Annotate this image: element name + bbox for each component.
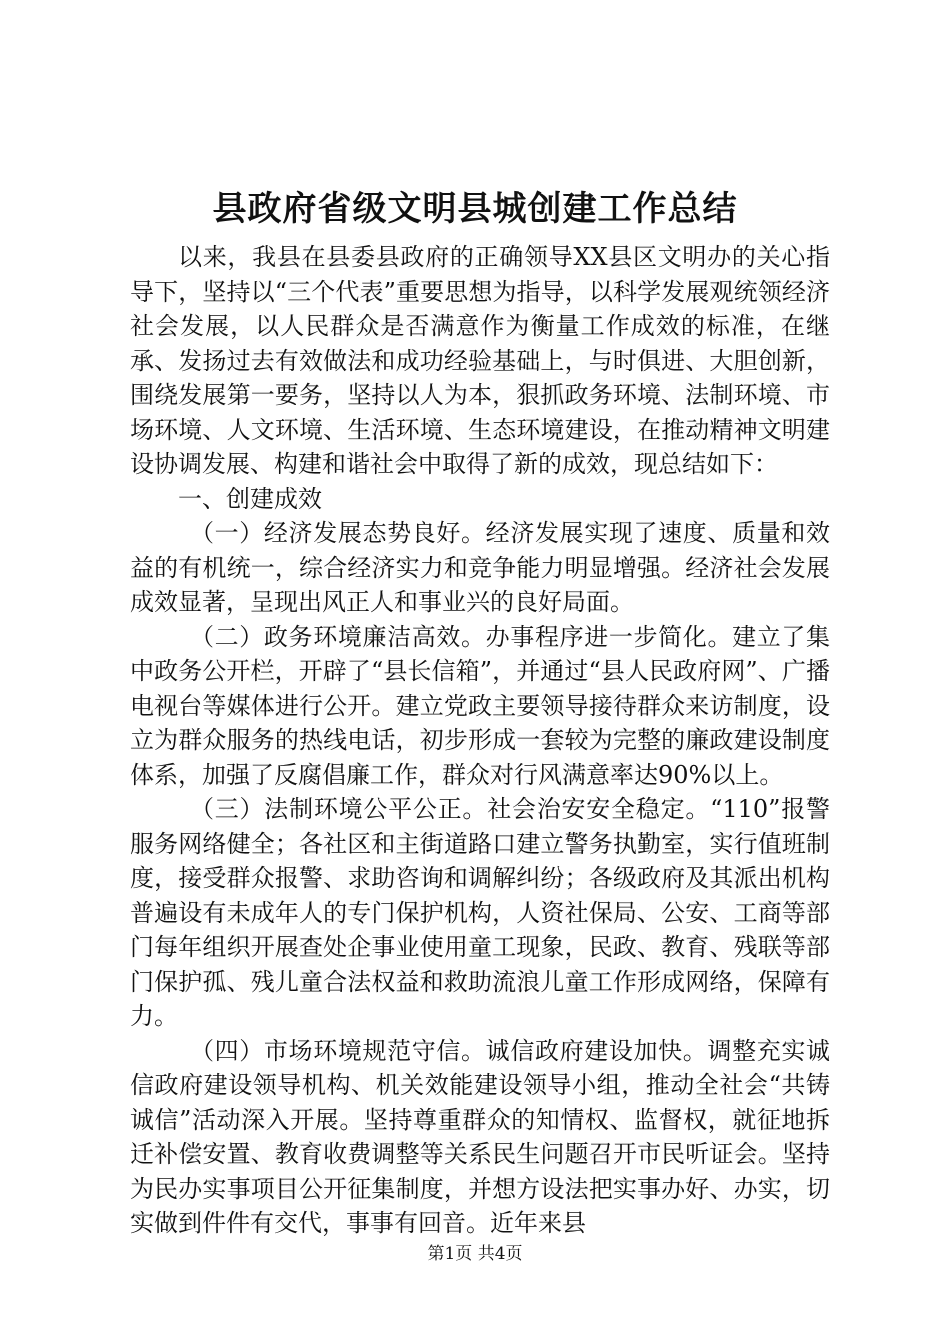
page-footer: 第1页 共4页 bbox=[427, 1244, 523, 1264]
subsection-paragraph-legal: （三）法制环境公平公正。社会治安安全稳定。“110”报警服务网络健全；各社区和主街道路口建立警务执勤室，实行值班制度，接受群众报警、求助咨询和调解纠纷；各级政府及其派出机构普遍设有未成年人的专门保护机构，人资社保局、公安、工商等部门每年组织开展查处企事业使用童工现象，民政、教育、残联等部门保护孤、残儿童合法权益和救助流浪儿童工作形成网络，保障有力。 bbox=[130, 795, 830, 1030]
intro-paragraph: 以来，我县在县委县政府的正确领导XX县区文明办的关心指导下，坚持以“三个代表”重要思想为指导，以科学发展观统领经济社会发展，以人民群众是否满意作为衡量工作成效的标准，在继承、发扬过去有效做法和成功经验基础上，与时俱进、大胆创新，围绕发展第一要务，坚持以人为本，狠抓政务环境、法制环境、市场环境、人文环境、生活环境、生态环境建设，在推动精神文明建设协调发展、构建和谐社会中取得了新的成效，现总结如下： bbox=[130, 243, 830, 478]
subsection-paragraph-economy: （一）经济发展态势良好。经济发展实现了速度、质量和效益的有机统一，综合经济实力和竞争能力明显增强。经济社会发展成效显著，呈现出风正人和事业兴的良好局面。 bbox=[130, 519, 830, 616]
document-body bbox=[130, 240, 830, 1241]
section-heading: 一、创建成效 bbox=[178, 484, 322, 513]
document-title: 县政府省级文明县城创建工作总结 bbox=[212, 189, 738, 229]
subsection-paragraph-market: （四）市场环境规范守信。诚信政府建设加快。调整充实诚信政府建设领导机构、机关效能建设领导小组，推动全社会“共铸诚信”活动深入开展。坚持尊重群众的知情权、监督权，就征地拆迁补偿安置、教育收费调整等关系民生问题召开市民听证会。坚持为民办实事项目公开征集制度，并想方设法把实事办好、办实，切实做到件件有交代，事事有回音。近年来县 bbox=[130, 1036, 830, 1237]
subsection-paragraph-government: （二）政务环境廉洁高效。办事程序进一步简化。建立了集中政务公开栏，开辟了“县长信箱”，并通过“县人民政府网”、广播电视台等媒体进行公开。建立党政主要领导接待群众来访制度，设立为群众服务的热线电话，初步形成一套较为完整的廉政建设制度体系，加强了反腐倡廉工作，群众对行风满意率达90%以上。 bbox=[130, 622, 830, 789]
